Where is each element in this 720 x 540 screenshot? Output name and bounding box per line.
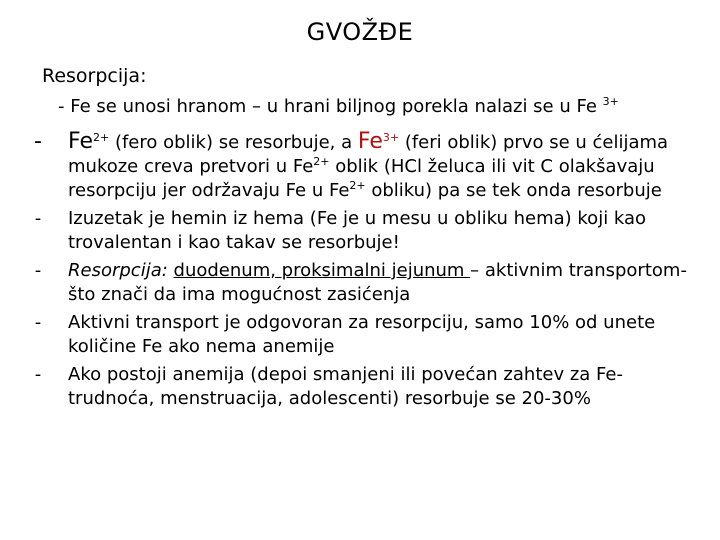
bullet-text: Izuzetak je hemin iz hema (Fe je u mesu u obliku hema) koji kao trovalentan i kao takav se resorbuje! — [68, 208, 647, 253]
bullet-text: Ako postoji anemija (depoi smanjeni ili povećan zahtev za Fe- trudnoća, menstruacija, adolescenti) resorbuje se 20-30% — [68, 364, 623, 409]
bullet-dash: - — [34, 364, 42, 385]
intro-superscript: 3+ — [602, 95, 619, 108]
bullet-text: oblik (HCl želuca ili vit C olakšavaju resorpciju jer održavaju Fe u Fe — [68, 156, 655, 201]
bullet-text: obliku) pa se tek onda resorbuje — [365, 180, 662, 201]
intro-line — [58, 96, 619, 117]
bullet-item — [28, 259, 704, 307]
bullet-dash: - — [34, 260, 42, 281]
fe3-symbol: Fe — [357, 129, 383, 154]
bullet-item — [28, 363, 704, 411]
bullet-item — [28, 311, 704, 359]
superscript: 2+ — [349, 179, 366, 192]
superscript: 2+ — [313, 155, 330, 168]
page-title: GVOŽĐE — [306, 18, 414, 46]
bullet-item — [28, 207, 704, 255]
bullet-dash: - — [34, 208, 42, 229]
fe2-symbol: Fe — [68, 129, 93, 154]
bullet-text: (feri oblik) prvo se u ćelijama mukoze creva pretvori u Fe — [68, 132, 669, 177]
bullet-item — [28, 130, 704, 203]
bullet-list — [28, 130, 704, 415]
bullet-text: – aktivnim transportom- što znači da ima mogućnost zasićenja — [68, 260, 687, 305]
bullet-text: (fero oblik) se resorbuje, a — [109, 132, 358, 153]
bullet-underlined-text: duodenum, proksimalni jejunum — [173, 260, 471, 281]
bullet-label: Resorpcija: — [68, 260, 168, 281]
intro-dash: - — [58, 96, 65, 117]
bullet-text: Aktivni transport je odgovoran za resorpciju, samo 10% od unete količine Fe ako nema anemije — [68, 312, 656, 357]
intro-text: Fe se unosi hranom – u hrani biljnog porekla nalazi se u Fe — [70, 96, 597, 117]
section-label: Resorpcija: — [42, 65, 147, 87]
bullet-dash: - — [34, 312, 42, 333]
fe3-superscript: 3+ — [382, 131, 400, 144]
fe2-superscript: 2+ — [93, 131, 110, 144]
bullet-dash: - — [34, 129, 42, 154]
